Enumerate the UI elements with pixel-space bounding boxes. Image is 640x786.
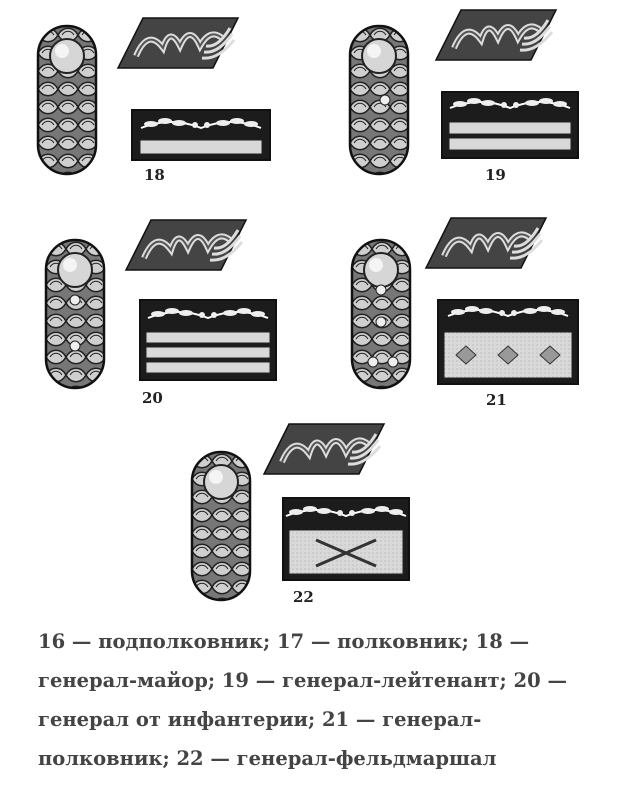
insignia-19	[350, 10, 578, 174]
insignia-number-22: 22	[293, 588, 314, 606]
figure-caption: 16 — подполковник; 17 — полковник; 18 — генерал-майор; 19 — генерал-лейтенант; 20 — генерал от инфантерии; 21 — генерал-полковник; 22 — генерал-фельдмаршал	[38, 630, 567, 770]
insignia-22	[192, 424, 409, 600]
insignia-20	[46, 220, 276, 388]
insignia-number-19: 19	[485, 166, 506, 184]
insignia-number-21: 21	[486, 391, 507, 409]
insignia-number-18: 18	[144, 166, 165, 184]
insignia-number-20: 20	[142, 389, 163, 407]
insignia-18	[38, 18, 270, 174]
insignia-21	[352, 218, 578, 388]
